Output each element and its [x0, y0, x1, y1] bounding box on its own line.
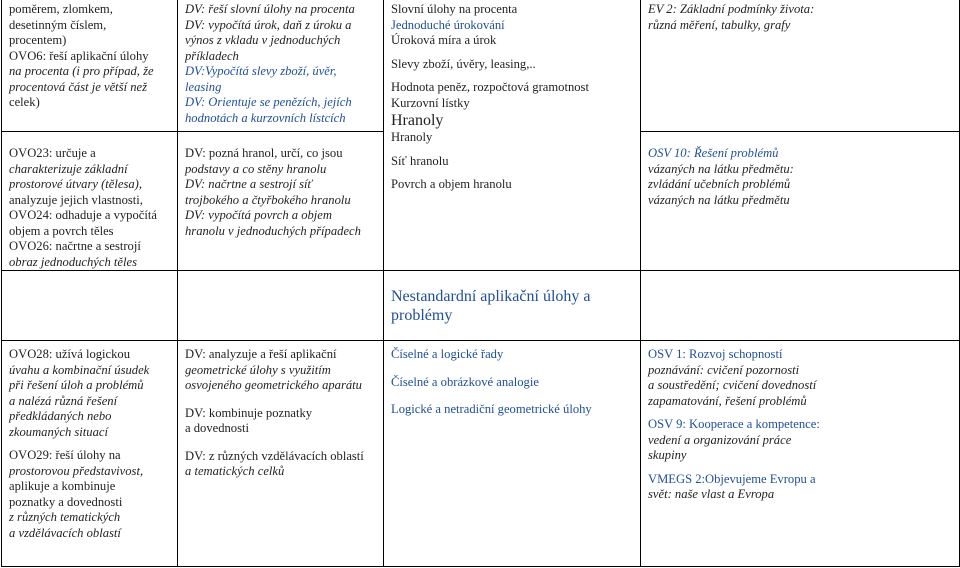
topic-line: Číselné a obrázkové analogie — [391, 374, 539, 389]
outcome-line: charakterizuje základní — [9, 161, 128, 176]
theme-line: OSV 10: Řešení problémů — [648, 146, 779, 160]
curriculum-table — [1, 0, 960, 567]
outcome-line: objem a povrch těles — [9, 223, 114, 238]
activity-line: příkladech — [185, 48, 239, 63]
outcome-line: aplikuje a kombinuje — [9, 479, 116, 493]
theme-line: různá měření, tabulky, grafy — [648, 17, 791, 32]
outcome-line: a vzdělávacích oblastí — [9, 525, 121, 540]
activity-line: DV: Orientuje se penězích, jejích — [185, 95, 352, 109]
theme-line: vedení a organizování práce — [648, 432, 792, 447]
theme-line: OSV 9: Kooperace a kompetence: — [648, 417, 820, 431]
cell-themes-logic — [641, 341, 960, 567]
activity-line: geometrické úlohy s využitím — [185, 362, 331, 377]
cell-outcomes-logic — [2, 341, 178, 567]
cell-outcomes-percent — [2, 0, 178, 132]
outcome-line: na procenta (i pro případ, že — [9, 64, 154, 78]
activity-line: trojbokého a čtyřbokého hranolu — [185, 192, 351, 207]
outcome-line: OVO26: načrtne a sestrojí — [9, 239, 141, 253]
cell-activities-logic — [178, 341, 384, 567]
theme-line: skupiny — [648, 448, 687, 462]
outcome-line: celek) — [9, 95, 40, 109]
topic-line: Síť hranolu — [391, 153, 449, 168]
outcome-line: OVO24: odhaduje a vypočítá — [9, 208, 157, 222]
outcome-line: poměrem, zlomkem, — [9, 2, 113, 16]
outcome-line: OVO6: řeší aplikační úlohy — [9, 48, 149, 63]
table-row-nonstandard — [2, 341, 960, 567]
outcome-line: desetinným číslem, — [9, 17, 107, 32]
topic-line: Číselné a logické řady — [391, 347, 504, 361]
outcome-line: zkoumaných situací — [9, 424, 108, 439]
table-row-section-heading — [2, 271, 960, 341]
topic-line: Slevy zboží, úvěry, leasing,.. — [391, 56, 536, 71]
empty-cell — [641, 271, 960, 341]
theme-line: OSV 1: Rozvoj schopností — [648, 347, 783, 361]
outcome-line: procentová část je větší než — [9, 79, 148, 94]
activity-line: DV: vypočítá úrok, daň z úroku a — [185, 17, 352, 32]
activity-line: DV: kombinuje poznatky — [185, 405, 313, 420]
cell-activities-prisms — [178, 132, 384, 271]
activity-line: leasing — [185, 79, 222, 94]
activity-line: DV: pozná hranol, určí, co jsou — [185, 146, 343, 160]
theme-line: vázaných na látku předmětu: — [648, 161, 794, 176]
section-heading: Nestandardní aplikační úlohy a problémy — [391, 288, 591, 324]
cell-topics-logic — [384, 341, 641, 567]
outcome-line: prostorovou představivost, — [9, 463, 144, 478]
activity-line: DV: z různých vzdělávacích oblastí — [185, 448, 364, 463]
activity-line: a tematických celků — [185, 464, 285, 478]
theme-line: zvládání učebních problémů — [648, 177, 791, 191]
empty-cell — [178, 271, 384, 341]
topic-line: Kurzovní lístky — [391, 95, 470, 110]
empty-cell — [2, 271, 178, 341]
cell-themes-percent — [641, 0, 960, 132]
outcome-line: z různých tematických — [9, 510, 121, 524]
activity-line: hranolu v jednoduchých případech — [185, 223, 361, 238]
outcome-line: procentem) — [9, 33, 67, 47]
activity-line: podstavy a co stěny hranolu — [185, 161, 327, 176]
theme-line: svět: naše vlast a Evropa — [648, 487, 775, 501]
outcome-line: při řešení úloh a problémů — [9, 378, 144, 392]
topic-heading: Hranoly — [391, 112, 444, 129]
outcome-line: poznatky a dovednosti — [9, 494, 123, 509]
outcome-line: OVO29: řeší úlohy na — [9, 448, 121, 462]
theme-line: VMEGS 2:Objevujeme Evropu a — [648, 471, 816, 486]
theme-line: poznávání: cvičení pozornosti — [648, 362, 800, 377]
activity-line: DV: vypočítá povrch a objem — [185, 208, 332, 222]
activity-line: hodnotách a kurzovních lístcích — [185, 110, 346, 125]
outcome-line: předkládaných nebo — [9, 409, 112, 423]
topic-line: Povrch a objem hranolu — [391, 177, 512, 191]
topic-line: Jednoduché úrokování — [391, 17, 505, 32]
activity-line: a dovednosti — [185, 421, 250, 435]
cell-outcomes-solids — [2, 132, 178, 271]
activity-line: osvojeného geometrického aparátu — [185, 378, 362, 392]
topic-line: Slovní úlohy na procenta — [391, 2, 518, 16]
cell-topics-percent-prisms — [384, 0, 641, 271]
outcome-line: OVO23: určuje a — [9, 146, 96, 160]
outcome-line: analyzuje jejich vlastnosti, — [9, 192, 143, 207]
activity-line: DV: řeší slovní úlohy na procenta — [185, 2, 355, 16]
theme-line: EV 2: Základní podmínky života: — [648, 2, 815, 16]
theme-line: zapamatování, řešení problémů — [648, 393, 807, 408]
outcome-line: OVO28: užívá logickou — [9, 347, 131, 361]
topic-line: Hranoly — [391, 130, 433, 144]
outcome-line: prostorové útvary (tělesa), — [9, 177, 143, 191]
topic-line: Hodnota peněz, rozpočtová gramotnost — [391, 80, 589, 94]
theme-line: a soustředění; cvičení dovedností — [648, 378, 817, 392]
table-row-percentages — [2, 0, 960, 132]
cell-section-heading — [384, 271, 641, 341]
cell-activities-percent — [178, 0, 384, 132]
topic-line: Logické a netradiční geometrické úlohy — [391, 402, 592, 416]
outcome-line: úvahu a kombinační úsudek — [9, 362, 150, 377]
topic-line: Úroková míra a úrok — [391, 33, 497, 47]
theme-line: vázaných na látku předmětu — [648, 192, 790, 207]
activity-line: výnos z vkladu v jednoduchých — [185, 33, 341, 47]
outcome-line: a nalézá různá řešení — [9, 393, 118, 408]
activity-line: DV: analyzuje a řeší aplikační — [185, 347, 337, 361]
outcome-line: obraz jednoduchých těles — [9, 254, 138, 269]
activity-line: DV: načrtne a sestrojí síť — [185, 177, 313, 191]
cell-themes-prisms — [641, 132, 960, 271]
activity-line: DV:Vypočítá slevy zboží, úvěr, — [185, 64, 337, 78]
